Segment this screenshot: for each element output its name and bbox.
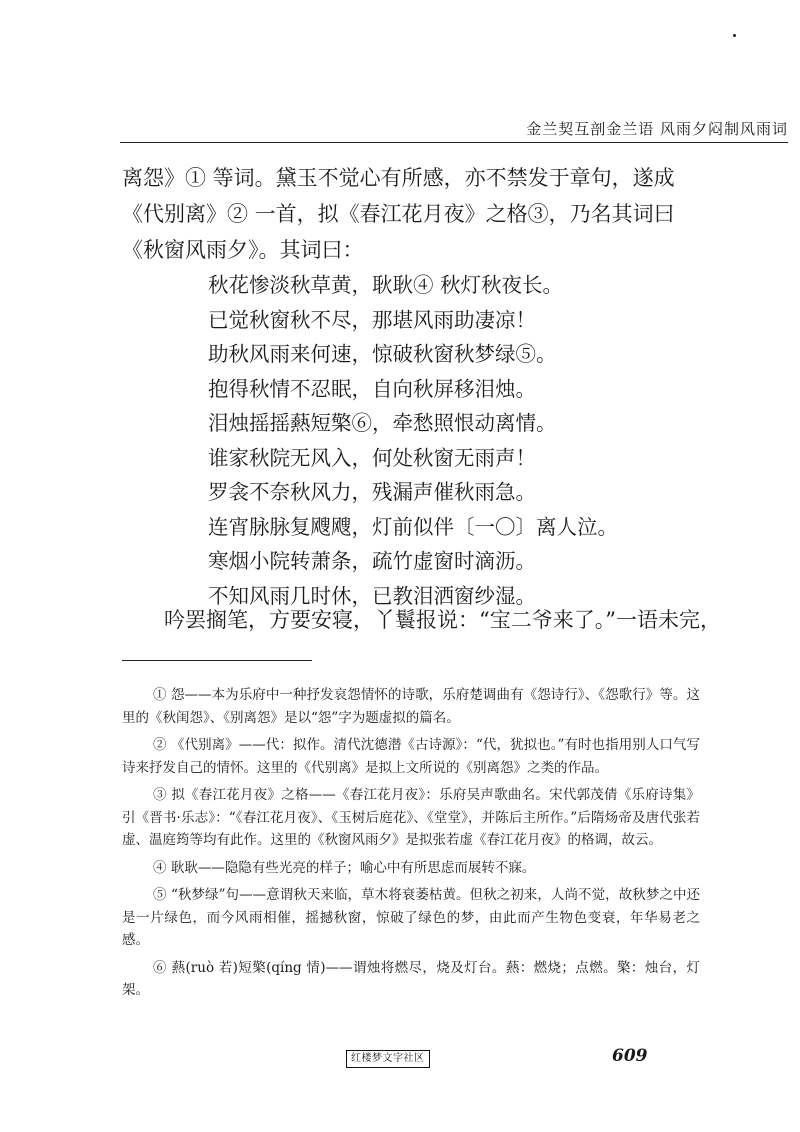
header-rule (120, 142, 788, 143)
poem-line: 谁家秋院无风入，何处秋窗无雨声！ (208, 445, 536, 470)
footnote-6: ⑥ 爇(ruò 若)短檠(qíng 情)——谓烛将燃尽，烧及灯台。爇：燃烧；点燃。檠：烛台，灯架。 (122, 959, 700, 998)
footnote-2: ② 《代别离》——代：拟作。清代沈德潜《古诗源》：“代，犹拟也。”有时也指用别人口气写诗来抒发自己的情怀。这里的《代别离》是拟上文所说的《别离怨》之类的作品。 (122, 737, 700, 776)
footnote-5: ⑤ “秋梦绿”句——意谓秋天来临，草木将衰萎枯黄。但秋之初来，人尚不觉，故秋梦之中还是一片绿色，而今风雨相催，摇撼秋窗，惊破了绿色的梦，由此而产生物色变衰，年华易老之感。 (122, 887, 700, 948)
source-stamp: 红楼梦文字社区 (346, 1050, 430, 1068)
ink-speck (733, 34, 736, 37)
poem-line: 已觉秋窗秋不尽，那堪风雨助凄凉！ (208, 307, 536, 332)
footnotes (122, 684, 700, 1007)
footnote-1: ① 怨——本为乐府中一种抒发哀怨情怀的诗歌，乐府楚调曲有《怨诗行》、《怨歌行》等。这里的《秋闺怨》、《别离怨》是以“怨”字为题虚拟的篇名。 (122, 687, 700, 726)
body-text (122, 160, 710, 268)
poem-line: 秋花惨淡秋草黄，耿耿④ 秋灯秋夜长。 (208, 273, 564, 297)
running-head: 金兰契互剖金兰语 风雨夕闷制风雨词 (526, 120, 788, 138)
poem-line: 寒烟小院转萧条，疏竹虚窗时滴沥。 (208, 549, 536, 573)
page-number: 609 (612, 1046, 648, 1066)
poem-line: 抱得秋情不忍眠，自向秋屏移泪烛。 (208, 376, 536, 401)
poem-line: 助秋风雨来何速，惊破秋窗秋梦绿⑤。 (208, 342, 557, 366)
poem-line: 连宵脉脉复飕飕，灯前似伴〔一〇〕离人泣。 (208, 514, 618, 539)
footnote-4: ④ 耿耿——隐隐有些光亮的样子；喻心中有所思虑而展转不寐。 (153, 859, 536, 876)
poem-line: 泪烛摇摇爇短檠⑥，牵愁照恨动离情。 (208, 411, 557, 435)
footnote-rule (122, 660, 312, 661)
poem-line: 不知风雨几时休，已教泪洒窗纱湿。 (208, 583, 536, 608)
poem (208, 268, 618, 613)
footnote-3: ③ 拟《春江花月夜》之格——《春江花月夜》：乐府吴声歌曲名。宋代郭茂倩《乐府诗集》引《晋书·乐志》：“《春江花月夜》、《玉树后庭花》、《堂堂》，并陈后主所作。”后隋炀帝及唐代张若虚、温庭筠等均有此作。这里的《秋窗风雨夕》是拟张若虚《春江花月夜》的格调，故云。 (122, 787, 700, 848)
closing-line: 吟罢搁笔，方要安寝，丫鬟报说：“宝二爷来了。”一语未完， (164, 608, 721, 632)
poem-line: 罗衾不奈秋风力，残漏声催秋雨急。 (208, 480, 536, 504)
body-paragraph: 离怨》① 等词。黛玉不觉心有所感，亦不禁发于章句，遂成《代别离》② 一首，拟《春江花月夜》之格③，乃名其词曰《秋窗风雨夕》。其词曰： (122, 166, 675, 262)
